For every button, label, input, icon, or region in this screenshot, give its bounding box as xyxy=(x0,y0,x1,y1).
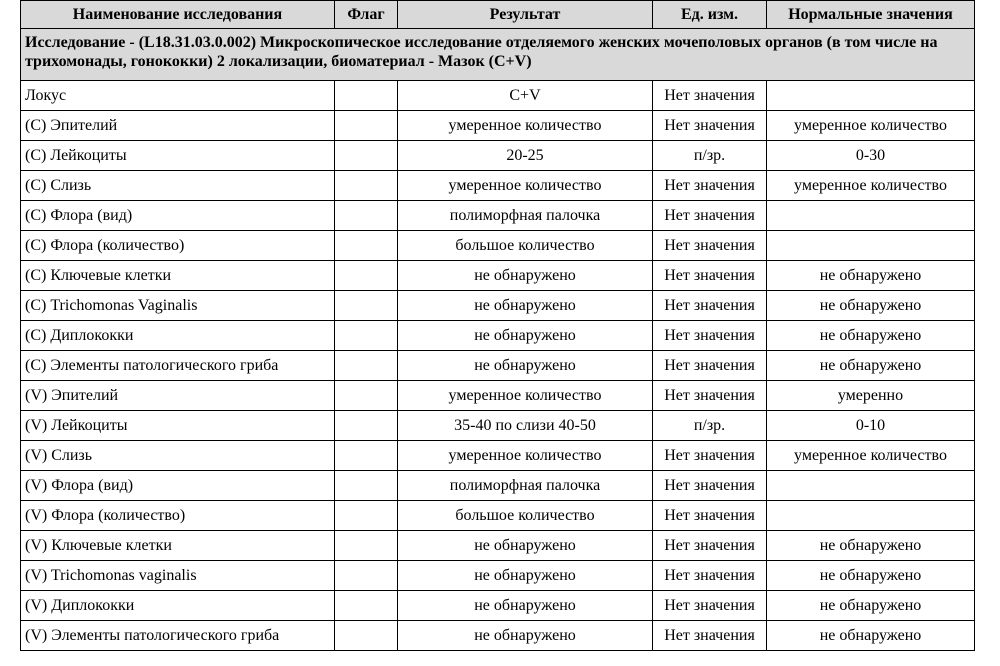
header-unit: Ед. изм. xyxy=(653,1,767,29)
cell-norm xyxy=(767,501,975,531)
cell-norm: умеренное количество xyxy=(767,441,975,471)
cell-flag xyxy=(335,501,398,531)
cell-flag xyxy=(335,441,398,471)
table-row xyxy=(21,621,975,651)
cell-unit: Нет значения xyxy=(653,381,767,411)
cell-name: (V) Диплококки xyxy=(21,591,335,621)
cell-unit: Нет значения xyxy=(653,561,767,591)
table-row xyxy=(21,351,975,381)
cell-flag xyxy=(335,351,398,381)
cell-unit: Нет значения xyxy=(653,201,767,231)
cell-result: умеренное количество xyxy=(398,441,653,471)
cell-result: не обнаружено xyxy=(398,591,653,621)
cell-name: Локус xyxy=(21,81,335,111)
table-row xyxy=(21,141,975,171)
cell-norm: не обнаружено xyxy=(767,561,975,591)
cell-norm: 0-10 xyxy=(767,411,975,441)
cell-norm: умеренное количество xyxy=(767,111,975,141)
table-row xyxy=(21,261,975,291)
cell-result: 35-40 по слизи 40-50 xyxy=(398,411,653,441)
table-row xyxy=(21,591,975,621)
cell-norm: 0-30 xyxy=(767,141,975,171)
cell-norm xyxy=(767,471,975,501)
cell-norm: не обнаружено xyxy=(767,621,975,651)
cell-flag xyxy=(335,171,398,201)
table-row xyxy=(21,321,975,351)
cell-result: большое количество xyxy=(398,501,653,531)
cell-flag xyxy=(335,141,398,171)
cell-flag xyxy=(335,261,398,291)
cell-norm: не обнаружено xyxy=(767,351,975,381)
cell-name: (V) Лейкоциты xyxy=(21,411,335,441)
table-row xyxy=(21,441,975,471)
cell-unit: Нет значения xyxy=(653,291,767,321)
cell-norm: не обнаружено xyxy=(767,291,975,321)
table-row xyxy=(21,381,975,411)
cell-unit: Нет значения xyxy=(653,81,767,111)
cell-norm: умеренное количество xyxy=(767,171,975,201)
cell-flag xyxy=(335,591,398,621)
cell-unit: Нет значения xyxy=(653,231,767,261)
table-header-row xyxy=(21,1,975,29)
cell-flag xyxy=(335,291,398,321)
cell-name: (С) Слизь xyxy=(21,171,335,201)
table-row xyxy=(21,411,975,441)
cell-norm: не обнаружено xyxy=(767,261,975,291)
cell-norm xyxy=(767,231,975,261)
table-row xyxy=(21,231,975,261)
cell-result: умеренное количество xyxy=(398,171,653,201)
cell-flag xyxy=(335,411,398,441)
table-row xyxy=(21,111,975,141)
cell-name: (С) Элементы патологического гриба xyxy=(21,351,335,381)
cell-result: не обнаружено xyxy=(398,621,653,651)
cell-result: умеренное количество xyxy=(398,381,653,411)
cell-flag xyxy=(335,471,398,501)
cell-flag xyxy=(335,231,398,261)
cell-result: умеренное количество xyxy=(398,111,653,141)
cell-name: (С) Эпителий xyxy=(21,111,335,141)
cell-unit: Нет значения xyxy=(653,351,767,381)
cell-result: полиморфная палочка xyxy=(398,201,653,231)
table-row xyxy=(21,501,975,531)
cell-flag xyxy=(335,561,398,591)
cell-norm: не обнаружено xyxy=(767,591,975,621)
table-row xyxy=(21,471,975,501)
cell-name: (V) Эпителий xyxy=(21,381,335,411)
cell-result: не обнаружено xyxy=(398,531,653,561)
cell-flag xyxy=(335,531,398,561)
section-row xyxy=(21,29,975,81)
cell-unit: Нет значения xyxy=(653,111,767,141)
section-title: Исследование - (L18.31.03.0.002) Микроскопическое исследование отделяемого женских мочеполовых органов (в том числе на трихомонады, гонококки) 2 локализации, биоматериал - Мазок (С+V) xyxy=(21,29,975,81)
table-body xyxy=(21,29,975,651)
table-row xyxy=(21,531,975,561)
cell-result: C+V xyxy=(398,81,653,111)
cell-name: (С) Флора (вид) xyxy=(21,201,335,231)
cell-name: (С) Флора (количество) xyxy=(21,231,335,261)
cell-unit: Нет значения xyxy=(653,441,767,471)
cell-result: не обнаружено xyxy=(398,291,653,321)
cell-unit: Нет значения xyxy=(653,501,767,531)
cell-flag xyxy=(335,621,398,651)
header-norm: Нормальные значения xyxy=(767,1,975,29)
cell-flag xyxy=(335,111,398,141)
cell-flag xyxy=(335,201,398,231)
cell-norm: не обнаружено xyxy=(767,321,975,351)
cell-name: (С) Ключевые клетки xyxy=(21,261,335,291)
cell-unit: Нет значения xyxy=(653,171,767,201)
cell-flag xyxy=(335,321,398,351)
table-row xyxy=(21,171,975,201)
cell-unit: п/зр. xyxy=(653,141,767,171)
cell-name: (V) Trichomonas vaginalis xyxy=(21,561,335,591)
cell-unit: Нет значения xyxy=(653,321,767,351)
cell-name: (С) Диплококки xyxy=(21,321,335,351)
cell-name: (V) Элементы патологического гриба xyxy=(21,621,335,651)
table-row xyxy=(21,291,975,321)
cell-result: не обнаружено xyxy=(398,261,653,291)
cell-result: 20-25 xyxy=(398,141,653,171)
table-row xyxy=(21,561,975,591)
cell-norm xyxy=(767,81,975,111)
lab-results-sheet xyxy=(20,0,974,651)
cell-unit: Нет значения xyxy=(653,621,767,651)
header-result: Результат xyxy=(398,1,653,29)
cell-norm: не обнаружено xyxy=(767,531,975,561)
cell-name: (V) Флора (количество) xyxy=(21,501,335,531)
cell-unit: Нет значения xyxy=(653,261,767,291)
cell-result: большое количество xyxy=(398,231,653,261)
cell-name: (V) Ключевые клетки xyxy=(21,531,335,561)
cell-result: не обнаружено xyxy=(398,321,653,351)
cell-unit: Нет значения xyxy=(653,591,767,621)
cell-unit: п/зр. xyxy=(653,411,767,441)
cell-result: не обнаружено xyxy=(398,351,653,381)
lab-results-table xyxy=(20,0,975,651)
cell-unit: Нет значения xyxy=(653,531,767,561)
cell-norm: умеренно xyxy=(767,381,975,411)
cell-name: (V) Флора (вид) xyxy=(21,471,335,501)
cell-flag xyxy=(335,381,398,411)
cell-flag xyxy=(335,81,398,111)
header-name: Наименование исследования xyxy=(21,1,335,29)
cell-result: полиморфная палочка xyxy=(398,471,653,501)
header-flag: Флаг xyxy=(335,1,398,29)
cell-name: (С) Trichomonas Vaginalis xyxy=(21,291,335,321)
table-row xyxy=(21,81,975,111)
table-row xyxy=(21,201,975,231)
cell-name: (V) Слизь xyxy=(21,441,335,471)
cell-unit: Нет значения xyxy=(653,471,767,501)
cell-norm xyxy=(767,201,975,231)
cell-result: не обнаружено xyxy=(398,561,653,591)
cell-name: (С) Лейкоциты xyxy=(21,141,335,171)
